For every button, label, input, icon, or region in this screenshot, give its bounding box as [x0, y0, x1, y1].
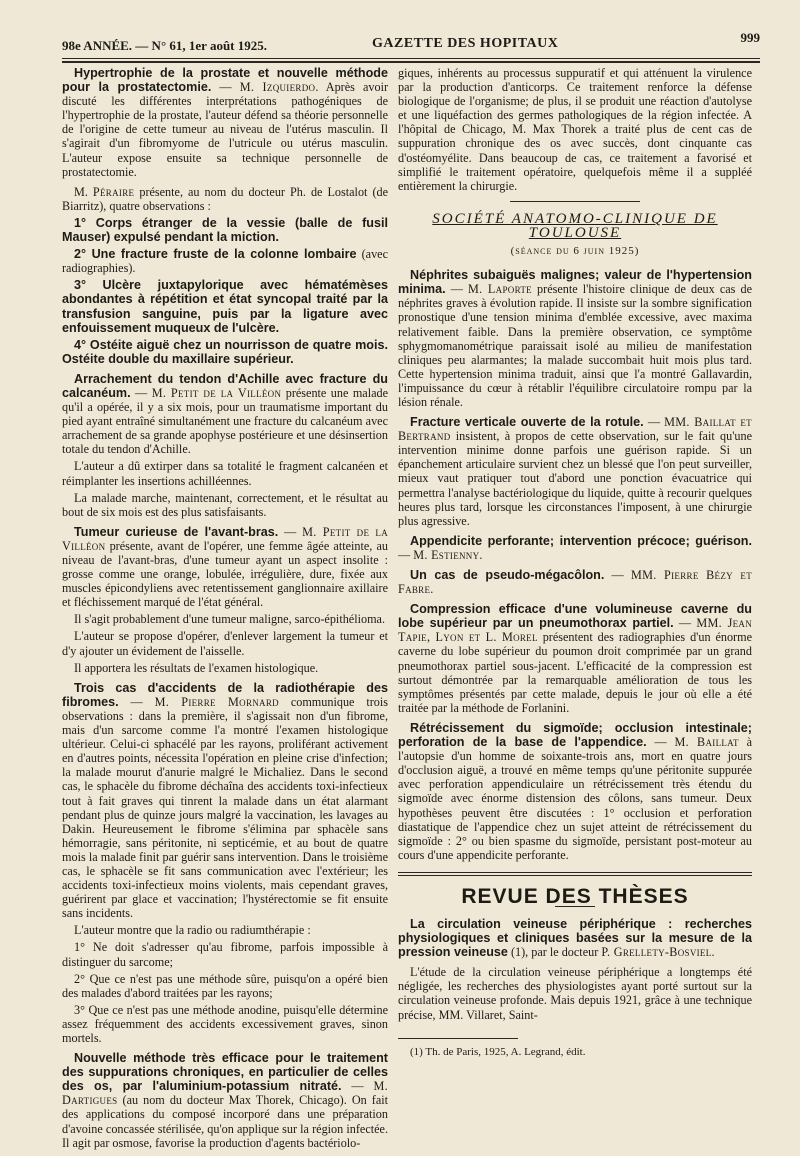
- page-number: 999: [740, 30, 760, 45]
- issue-info: 98e ANNÉE. — N° 61, 1er août 1925.: [62, 38, 268, 53]
- section-divider: [510, 201, 640, 202]
- observations-intro: [62, 185, 388, 213]
- heading: Nouvelle méthode très efficace pour le traitement des suppurations chroniques, en particulier de celles des os, par l'aluminium-potassium nitraté.: [62, 1051, 388, 1094]
- author: MM. Jean Tapie, Lyon et L. Morel: [398, 616, 753, 645]
- body-text: présentent des radiographies d'un énorme caverne du lobe supérieur du poumon droit comprimée par un grand pneumothorax partiel sous-jacent. L'efficacité de la compression est surtout démontrée par la remarquable amélioration de tous les symptômes présentés par cette malade, depuis le jour où elle a été traitée par la méthode de Forlanini.: [398, 630, 752, 715]
- heading: Trois cas d'accidents de la radiothérapie des fibromes.: [62, 680, 388, 709]
- author: M. Petit de la Villéon: [151, 385, 282, 400]
- author: P. Grellety-Bosviel.: [601, 945, 715, 960]
- observation-3: [62, 278, 388, 334]
- header-rule: [62, 58, 760, 59]
- paragraph: 3° Que ce n'est pas une méthode anodine, puisqu'elle détermine assez fréquemment des accidents excessivement graves, sinon mortels.: [62, 1002, 388, 1045]
- article-nephrites: Néphrites subaiguës malignes; valeur de l'hypertension minima. — M. Laporte présente l'histoire clinique de deux cas de néphrites graves à évolution rapide. Il insiste sur la sombre signification pronostique d'une tension minima d'emblée excessive, avec maxima relativement faible. Dans la première observation, ce symptôme sphygmomanométrique paraissait isolé au milieu de manifestation cliniques peu alarmantes; la malade succombait huit mois plus tard. Cette hypertension minima traduit, ainsi que l'a montré Gallavardin, l'impuissance du cœur à rétablir l'équilibre circulatoire rompu par la lésion rénale.: [398, 268, 752, 409]
- paragraph: L'auteur se propose d'opérer, d'enlever largement la tumeur et d'y ajouter un évidement de l'aisselle.: [62, 629, 388, 658]
- heading: 4° Ostéite aiguë chez un nourrisson de quatre mois. Ostéite double du maxillaire supérieur.: [62, 337, 388, 366]
- body-text: présente, avant de l'opérer, une femme âgée atteinte, au niveau de l'avant-bras, d'une tumeur ayant un aspect insolite : grosse comme une orange, lobulée, irrégulière, dure, fixée aux muscles épicondyliens avec retentissement ganglionnaire axillaire et fléchissement marqué de l'état général.: [62, 538, 389, 610]
- paragraph: L'auteur a dû extirper dans sa totalité le fragment calcanéen et réimplanter les insertions achilléennes.: [62, 459, 388, 488]
- paragraph: L'étude de la circulation veineuse périphérique a longtemps été négligée, les recherches des physiologistes ayant porté surtout sur la circulation veineuse profonde. Mais depuis 1921, grâce à une technique précise, MM. Villaret, Saint-: [398, 965, 752, 1022]
- heading: Fracture verticale ouverte de la rotule.: [410, 415, 644, 430]
- heading: Un cas de pseudo-mégacôlon.: [410, 568, 605, 582]
- article-tumeur: Tumeur curieuse de l'avant-bras. — M. Petit de la Villéon présente, avant de l'opérer, une femme âgée atteinte, au niveau de l'avant-bras, d'une tumeur ayant un aspect insolite : grosse comme une orange, lobulée, irrégulière, dure, fixée aux muscles épicondyliens avec retentissement ganglionnaire axillaire et fléchissement marqué de l'état général.: [62, 524, 389, 610]
- footnote: (1) Th. de Paris, 1925, A. Legrand, édit.: [410, 1045, 586, 1058]
- body-text: communique trois observations : dans la première, il s'agissait non d'un fibrome, mais d'un sarcome comme l'a montré l'examen histologique ultérieur. Celui-ci sphacélé par les rayons, proliférant activement en d'autres points, nécessita l'opération en pleine crise d'infection; la malade mourut d'anurie malgré le Michaliez. Dans le second cas, le sphacèle du fibrome déchaîna des accidents toxi-infectieux tout à fait graves qui tinrent la malade dans un état alarmant pendant plus de quinze jours malgré la vaccination, les lavages au Dakin. Heureusement le fibrome s'élimina par sphacèle sans hémorragie, sans péritonite, ni septicémie, et au bout de quatre mois la malade finit par guérir sans intervention. Dans le troisième cas, le sphacèle se fit sans communication avec l'extérieur; les accidents toxi-infectieux moins violents, mais cependant graves, guérirent par glace et vaccination; l'hystérectomie se fit ensuite sans incidents.: [62, 694, 388, 921]
- heading: Néphrites subaiguës malignes; valeur de l'hypertension minima.: [398, 268, 752, 297]
- body-text: insistent, à propos de cette observation, sur le fait qu'une intervention minime donne parfois une guérison rapide. Si un épanchement articulaire survient chez un blessé que l'on peut surveiller, mieux vaut pratiquer tout d'abord une ponction évacuatrice qui permettra l'analyse bactériologique du liquide, quitte à recourir quelques heures plus tard, lorsque les circonstances l'imposent, à une chirurgie plus agressive.: [398, 429, 752, 528]
- paragraph: 2° Que ce n'est pas une méthode sûre, puisqu'on a opéré bien des malades d'abord traitées par les rayons;: [62, 971, 388, 1000]
- right-column: [398, 66, 752, 1065]
- paragraph: 1° Ne doit s'adresser qu'au fibrome, parfois impossible à distinguer du sarcome;: [62, 940, 388, 969]
- body-text: Après avoir discuté les différentes interprétations pathogéniques de l'hypertrophie de la prostate, l'auteur défend sa théorie personnelle de l'origine de cette tumeur au niveau de l'utérus masculin. Il s'agirait d'un fibromyome de l'utricule ou utérus masculin. L'auteur expose ensuite sa technique personnelle de prostatectomie.: [62, 80, 389, 179]
- body-text: présente l'histoire clinique de deux cas de néphrites graves à évolution rapide. Il insiste sur la sombre signification pronostique d'une tension minima d'emblée excessive, avec maxima relativement faible. Dans la première observation, ce symptôme sphygmomanométrique paraissait isolé au milieu de manifestation cliniques peu alarmantes; la malade succombait huit mois plus tard. Cette hypertension minima traduit, ainsi que l'a montré Gallavardin, l'impuissance du cœur à rétablir l'équilibre circulatoire rompu par la lésion rénale.: [398, 282, 752, 409]
- body-text: (avec radiographies).: [62, 247, 388, 276]
- article-sigmoide: Rétrécissement du sigmoïde; occlusion intestinale; perforation de la base de l'appendice. — M. Baillat à l'autopsie d'un homme de soixante-trois ans, mort en quatre jours d'occlusion aiguë, a trouvé en même temps qu'une péritonite suppurée avec perforation appendiculaire un rétrécissement très étendu du sigmoïde avec énorme distension des côlons, sans tumeur. Deux hypothèses peuvent être discutées : 1° occlusion et perforation diastatique de l'appendice chez un sujet atteint de rétrécissement du sigmoïde : 2° ou bien spasme du sigmoïde, persistant post-moteur au cours d'une appendicite perforante.: [398, 720, 753, 862]
- article-rotule: Fracture verticale ouverte de la rotule. — MM. Baillat et Bertrand insistent, à propos de cette observation, sur le fait qu'une intervention minime donne parfois une guérison rapide. Si un épanchement articulaire survient chez un blessé que l'on peut surveiller, mieux vaut pratiquer tout d'abord une ponction évacuatrice qui permettra l'analyse bactériologique du liquide, quitte à recourir quelques heures plus tard, lorsque les circonstances l'imposent, à une chirurgie plus agressive.: [398, 415, 752, 528]
- body-text: présente, au nom du docteur Ph. de Lostalot (de Biarritz), quatre observations :: [62, 184, 389, 213]
- society-title: SOCIÉTÉ ANATOMO-CLINIQUE DE TOULOUSE: [432, 210, 718, 241]
- paragraph: La malade marche, maintenant, correctement, et le résultat au bout de six mois est des plus satisfaisants.: [62, 490, 388, 519]
- heading: Compression efficace d'une volumineuse caverne du lobe supérieur par un pneumothorax partiel.: [398, 602, 752, 631]
- these-circulation: [398, 917, 752, 959]
- author: M. Pierre Mornard: [154, 694, 279, 709]
- heading: 2° Une fracture fruste de la colonne lombaire: [74, 247, 357, 262]
- paragraph: Il s'agit probablement d'une tumeur maligne, sarco-épithélioma.: [74, 612, 386, 627]
- body-text: (au nom du docteur Max Thorek, Chicago). On fait des applications du composé incorporé dans une préparation d'avoine concassée stérilisée, qu'on applique sur la région infectée. Il agit par osmose, favorise la production d'agents bactériolo-: [62, 1093, 388, 1150]
- article-suppurations: Nouvelle méthode très efficace pour le traitement des suppurations chroniques, en particulier de celles des os, par l'aluminium-potassium nitraté. — M. Dartigues (au nom du docteur Max Thorek, Chicago). On fait des applications du composé incorporé dans une préparation d'avoine concassée stérilisée, qu'on applique sur la région infectée. Il agit par osmose, favorise la production d'agents bactériolo-: [62, 1051, 388, 1150]
- author: M. Baillat: [674, 735, 739, 750]
- author: MM. Baillat et Bertrand: [398, 415, 752, 444]
- body-text: présente une malade qu'il a opérée, il y a six mois, pour un traumatisme important du pied ayant entraîné simultanément une fracture du calcanéum avec arrachement de sa grande apophyse postérieure et une désinsertion totale du tendon d'Achille.: [62, 385, 389, 457]
- author: M. Dartigues: [62, 1079, 388, 1108]
- body-text: à l'autopsie d'un homme de soixante-trois ans, mort en quatre jours d'occlusion aiguë, a trouvé en même temps qu'une péritonite suppurée avec perforation appendiculaire un rétrécissement très étendu du sigmoïde avec énorme distension des côlons, sans tumeur. Deux hypothèses peuvent être discutées : 1° occlusion et perforation diastatique de l'appendice chez un sujet atteint de rétrécissement du sigmoïde : 2° ou bien spasme du sigmoïde, persistant post-moteur au cours d'une appendicite perforante.: [398, 735, 753, 862]
- page-header: [62, 30, 760, 56]
- paragraph: L'auteur montre que la radio ou radiumthérapie :: [74, 923, 311, 938]
- article-prostate: Hypertrophie de la prostate et nouvelle méthode pour la prostatectomie. — M. Izquierdo. Après avoir discuté les différentes interprétations pathogéniques de l'hypertrophie de la prostate, l'auteur défend sa théorie personnelle de l'origine de cette tumeur au niveau de l'utérus masculin. Il s'agirait d'un fibromyome de l'utricule ou utérus masculin. L'auteur expose ensuite sa technique personnelle de prostatectomie.: [62, 66, 389, 179]
- journal-title: GAZETTE DES HOPITAUX: [372, 36, 559, 51]
- heading: Hypertrophie de la prostate et nouvelle méthode pour la prostatectomie.: [62, 66, 388, 95]
- revue-title: REVUE DES THÈSES: [461, 884, 689, 908]
- heading: Rétrécissement du sigmoïde; occlusion intestinale; perforation de la base de l'appendice.: [398, 720, 752, 750]
- observation-4: [62, 338, 388, 366]
- text: M.: [74, 184, 88, 199]
- author: MM. Pierre Bézy et Fabre: [398, 568, 753, 597]
- heading: Tumeur curieuse de l'avant-bras.: [74, 524, 279, 539]
- author: Péraire: [92, 184, 135, 199]
- author: M. Laporte: [468, 282, 532, 297]
- article-caverne: Compression efficace d'une volumineuse caverne du lobe supérieur par un pneumothorax partiel. — MM. Jean Tapie, Lyon et L. Morel présentent des radiographies d'un énorme caverne du lobe supérieur du poumon droit comprimée par un grand pneumothorax partiel sous-jacent. L'efficacité de la compression est surtout démontrée par la remarquable amélioration de tous les symptômes présentés par cette malade, depuis le jour où elle a été traitée par la méthode de Forlanini.: [398, 602, 753, 715]
- observation-1: [62, 216, 388, 244]
- footnote-rule: [398, 1038, 518, 1039]
- article-megacolon: Un cas de pseudo-mégacôlon. — MM. Pierre Bézy et Fabre.: [398, 568, 753, 597]
- continued-text: giques, inhérents au processus suppuratif et qui atténuent la virulence par la production d'anticorps. Ce traitement renforce la défense biologique de l'organisme; de plus, il se produit une réaction d'autolyse et une liquéfaction des germes pathologiques de la région infectée. A l'hôpital de Chicago, M. Max Thorek a traité plus de cent cas de suppuration chronique des os avec succès, dont cinquante cas d'ostéomyélite. Dans beaucoup de cas, ce traitement a favorisé et simplifié le traitement opératoire, quelquefois même il a suppléé entièrement la chirurgie.: [398, 66, 752, 193]
- heading: Appendicite perforante; intervention précoce; guérison.: [410, 533, 752, 548]
- article-radiotherapie: Trois cas d'accidents de la radiothérapie des fibromes. — M. Pierre Mornard communique trois observations : dans la première, il s'agissait non d'un fibrome, mais d'un sarcome comme l'a montré l'examen histologique ultérieur. Celui-ci sphacélé par les rayons, proliférant activement en d'autres points, nécessita l'opération en pleine crise d'infection; la malade mourut d'anurie malgré le Michaliez. Dans le second cas, le sphacèle du fibrome déchaîna des accidents toxi-infectieux tout à fait graves qui tinrent la malade dans un état alarmant pendant plus de quinze jours malgré la vaccination, les lavages au Dakin. Heureusement le fibrome s'élimina par sphacèle sans hémorragie, sans péritonite, ni septicémie, et au bout de quatre mois la malade finit par guérir sans intervention. Dans le troisième cas, le sphacèle se fit sans communication avec l'extérieur; les accidents toxi-infectieux moins violents, mais cependant graves, guérirent par glace et vaccination; l'hystérectomie se fit ensuite sans incidents.: [62, 680, 388, 921]
- header-rule-thick: [62, 61, 760, 63]
- author: M. Izquierdo: [239, 80, 316, 95]
- heading: 1° Corps étranger de la vessie (balle de fusil Mauser) expulsé pendant la miction.: [62, 215, 388, 245]
- author: M. Petit de la Villéon: [62, 524, 388, 553]
- session-date: (séance du 6 juin 1925): [510, 245, 640, 258]
- article-achille: Arrachement du tendon d'Achille avec fracture du calcanéum. — M. Petit de la Villéon présente une malade qu'il a opérée, il y a six mois, pour un traumatisme important du pied ayant entraîné simultanément une fracture du calcanéum avec arrachement de sa grande apophyse postérieure et une désinsertion totale du tendon d'Achille.: [62, 371, 389, 457]
- footnote-ref: (1), par le docteur: [510, 945, 599, 960]
- article-appendicite: Appendicite perforante; intervention précoce; guérison. — M. Estienny.: [398, 533, 752, 562]
- observation-2: [62, 247, 388, 275]
- heading: 3° Ulcère juxtapylorique avec hématémèses abondantes à répétition et état syncopal traité par la transfusion sanguine, puis par la ligature avec enfouissement muqueux de l'ulcère.: [62, 278, 388, 335]
- left-column: [62, 66, 388, 1156]
- heading: La circulation veineuse périphérique : recherches physiologiques et cliniques basées sur la mesure de la pression veineuse: [398, 916, 752, 960]
- paragraph: Il apportera les résultats de l'examen histologique.: [74, 660, 319, 675]
- section-double-rule: [398, 872, 752, 876]
- heading: Arrachement du tendon d'Achille avec fracture du calcanéum.: [62, 371, 388, 400]
- author: M. Estienny: [413, 547, 480, 562]
